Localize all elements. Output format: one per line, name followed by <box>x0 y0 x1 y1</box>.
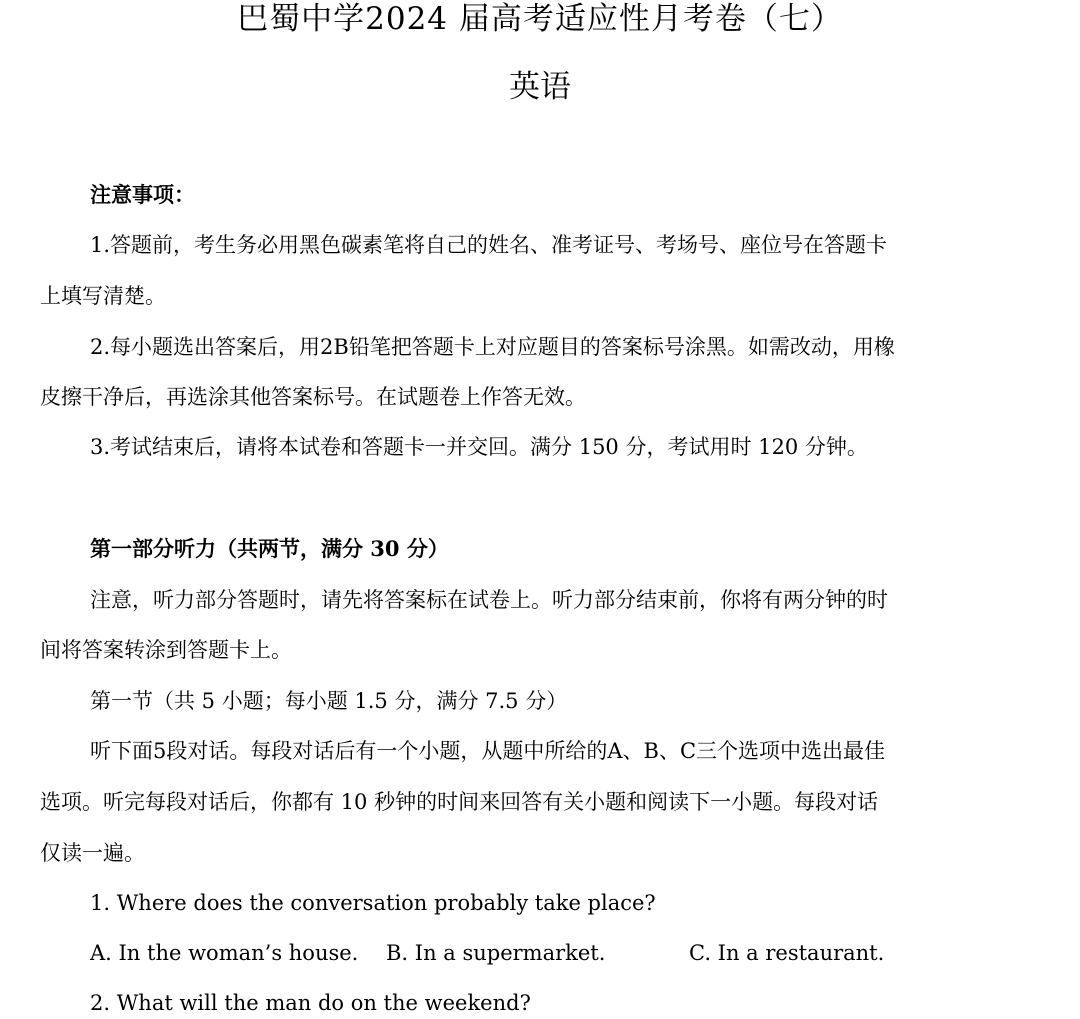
notice-item-1: 1.答题前，考生务必用黑色碳素笔将自己的姓名、准考证号、考场号、座位号在答题卡 <box>90 233 888 257</box>
exam-title: 巴蜀中学2024 届高考适应性月考卷（七） <box>237 1 843 37</box>
section1-heading: 第一节（共 5 小题；每小题 1.5 分，满分 7.5 分） <box>90 689 568 713</box>
question-1-stem: 1. Where does the conversation probably take place? <box>90 891 656 915</box>
question-1-option-c: C. In a restaurant. <box>689 941 885 965</box>
notice-heading: 注意事项： <box>90 182 195 207</box>
notice-item-1-cont: 上填写清楚。 <box>40 284 166 308</box>
listening-note-cont: 间将答案转涂到答题卡上。 <box>40 638 292 662</box>
section1-instructions-end: 仅读一遍。 <box>40 841 145 865</box>
section1-instructions-cont: 选项。听完每段对话后，你都有 10 秒钟的时间来回答有关小题和阅读下一小题。每段对话 <box>40 790 879 814</box>
listening-note: 注意，听力部分答题时，请先将答案标在试卷上。听力部分结束前，你将有两分钟的时 <box>90 588 888 612</box>
question-1-option-a: A. In the woman’s house. <box>90 941 359 965</box>
part1-heading: 第一部分听力（共两节，满分 30 分） <box>90 536 449 561</box>
question-1-option-b: B. In a supermarket. <box>386 941 606 965</box>
notice-item-3: 3.考试结束后，请将本试卷和答题卡一并交回。满分 150 分，考试用时 120 分钟。 <box>90 435 868 459</box>
section1-instructions: 听下面5段对话。每段对话后有一个小题，从题中所给的A、B、C三个选项中选出最佳 <box>90 739 886 763</box>
question-2-stem: 2. What will the man do on the weekend? <box>90 991 531 1015</box>
exam-subject: 英语 <box>509 69 571 105</box>
notice-item-2: 2.每小题选出答案后，用2B铅笔把答题卡上对应题目的答案标号涂黑。如需改动，用橡 <box>90 335 895 359</box>
notice-item-2-cont: 皮擦干净后，再选涂其他答案标号。在试题卷上作答无效。 <box>40 385 586 409</box>
